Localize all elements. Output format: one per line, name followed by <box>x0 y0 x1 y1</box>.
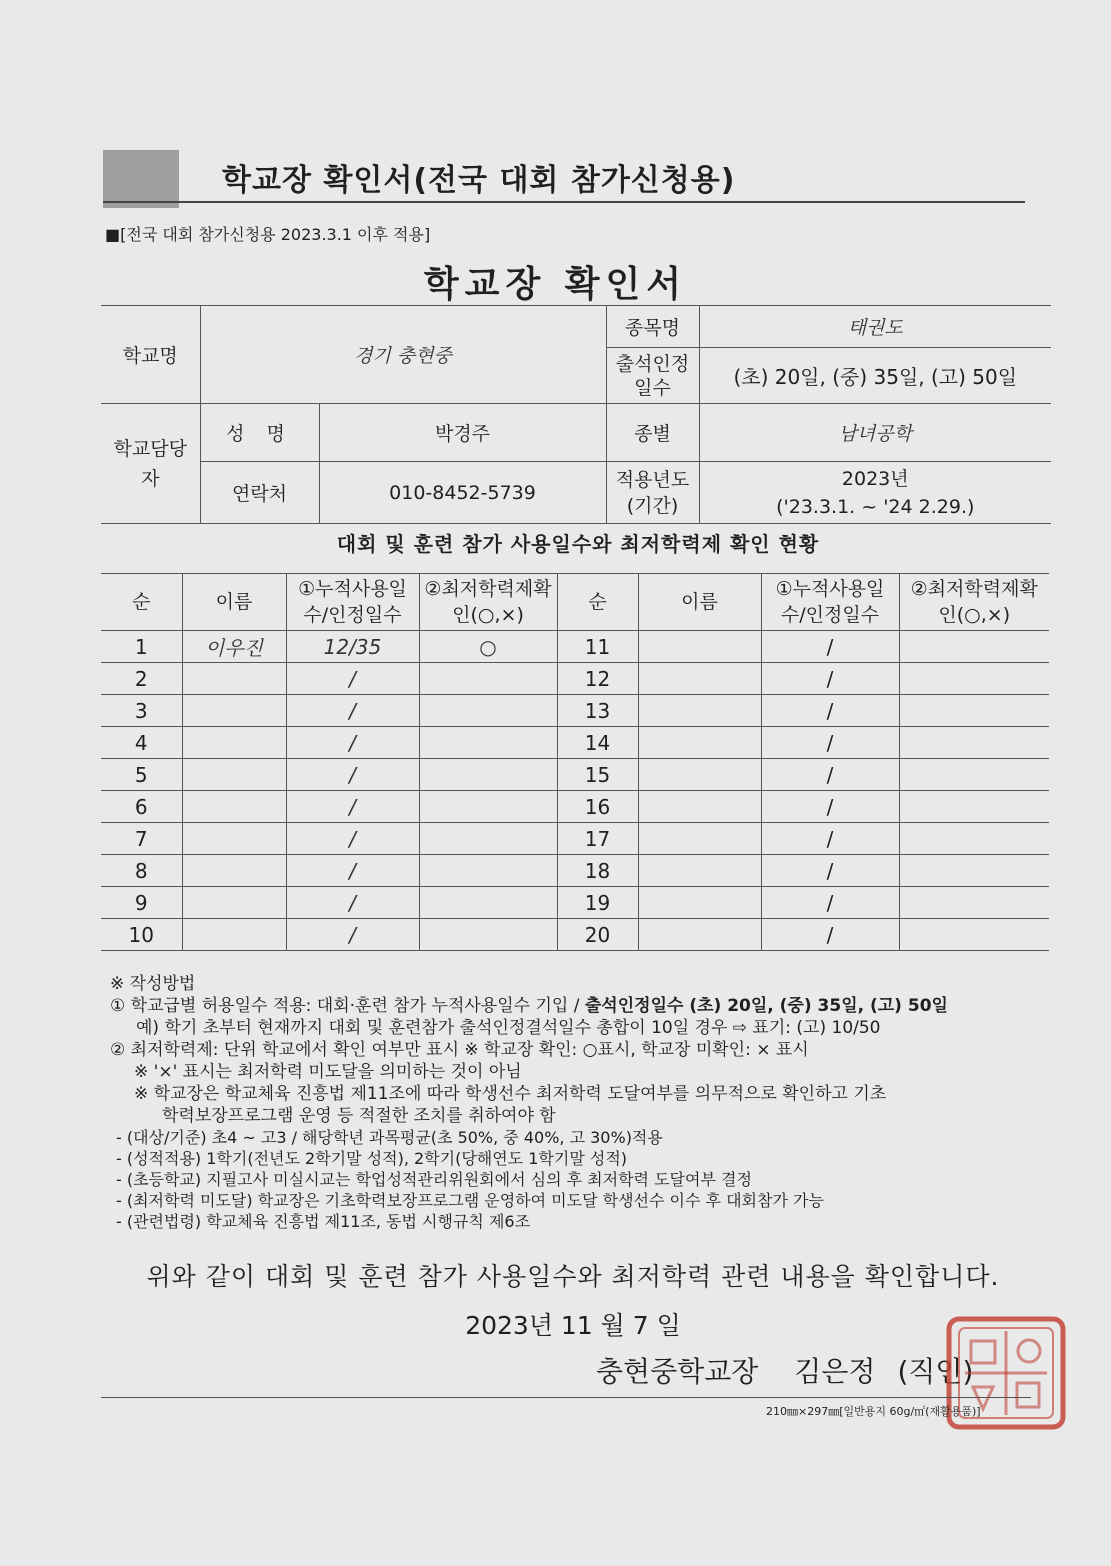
row-name-right <box>638 855 761 887</box>
attendance-days-label: 출석인정일수 <box>606 348 699 404</box>
method-note-2: ※ 학교장은 학교체육 진흥법 제11조에 따라 학생선수 최저학력 도달여부를 의무적으로 확인하고 기초 <box>134 1084 887 1104</box>
row-name <box>182 887 286 919</box>
row-no-right: 13 <box>557 695 638 727</box>
manager-name-label: 성 명 <box>200 404 319 462</box>
row-academic-check <box>419 919 557 951</box>
row-days-right: / <box>761 919 899 951</box>
row-no-right: 15 <box>557 759 638 791</box>
header-divider <box>103 201 1025 203</box>
method-item-1 <box>110 995 948 1017</box>
row-academic-check: ○ <box>419 631 557 663</box>
row-name <box>182 727 286 759</box>
row-name-right <box>638 631 761 663</box>
method-bullet: - (성적적용) 1학기(전년도 2학기말 성적), 2학기(당해연도 1학기말 성적) <box>116 1149 628 1168</box>
row-academic-check-right <box>899 663 1049 695</box>
table-row <box>101 855 1049 887</box>
col-header-academic-right: ②최저학력제확인(○,×) <box>899 574 1049 631</box>
seal-label: (직인) <box>897 1355 974 1388</box>
school-name-label: 학교명 <box>101 306 200 404</box>
row-name-right <box>638 727 761 759</box>
row-days-right: / <box>761 727 899 759</box>
row-academic-check <box>419 727 557 759</box>
attendance-days-value: (초) 20일, (중) 35일, (고) 50일 <box>699 348 1051 404</box>
row-academic-check-right <box>899 631 1049 663</box>
row-academic-check-right <box>899 823 1049 855</box>
sport-label: 종목명 <box>606 306 699 348</box>
document-title: 학교장 확인서 <box>423 264 688 305</box>
row-name <box>182 663 286 695</box>
row-academic-check <box>419 887 557 919</box>
row-academic-check <box>419 759 557 791</box>
row-no: 10 <box>101 919 182 951</box>
method-bullet: - (초등학교) 지필고사 미실시교는 학업성적관리위원회에서 심의 후 최저학력 도달여부 결정 <box>116 1170 752 1189</box>
row-no-right: 18 <box>557 855 638 887</box>
contact-value: 010-8452-5739 <box>319 462 606 524</box>
paper-spec-note: 210㎜×297㎜[일반용지 60g/㎡(재활용품)] <box>766 1405 981 1418</box>
row-name <box>182 855 286 887</box>
method-bullet: - (관련법령) 학교체육 진흥법 제11조, 동법 시행규칙 제6조 <box>116 1212 531 1231</box>
col-header-no-right: 순 <box>557 574 638 631</box>
applicability-note: ■[전국 대회 참가신청용 2023.3.1 이후 적용] <box>105 225 431 244</box>
row-name <box>182 759 286 791</box>
row-name-right <box>638 695 761 727</box>
row-name <box>182 823 286 855</box>
row-no-right: 16 <box>557 791 638 823</box>
row-days-right: / <box>761 759 899 791</box>
writing-method <box>110 973 948 1232</box>
row-days: / <box>286 727 419 759</box>
row-no: 8 <box>101 855 182 887</box>
row-academic-check-right <box>899 919 1049 951</box>
row-days: / <box>286 759 419 791</box>
col-header-name-right: 이름 <box>638 574 761 631</box>
row-name-right <box>638 919 761 951</box>
table-row <box>101 791 1049 823</box>
table-row <box>101 631 1049 663</box>
row-days: / <box>286 823 419 855</box>
manager-name-value: 박경주 <box>319 404 606 462</box>
method-item-1-bold: 출석인정일수 (초) 20일, (중) 35일, (고) 50일 <box>584 996 948 1016</box>
row-academic-check <box>419 823 557 855</box>
row-name: 이우진 <box>182 631 286 663</box>
row-days: / <box>286 791 419 823</box>
row-name-right <box>638 887 761 919</box>
col-header-days: ①누적사용일수/인정일수 <box>286 574 419 631</box>
row-name-right <box>638 823 761 855</box>
method-item-2: ② 최저학력제: 단위 학교에서 확인 여부만 표시 ※ 학교장 확인: ○표시, 학교장 미확인: × 표시 <box>110 1040 809 1060</box>
row-no-right: 17 <box>557 823 638 855</box>
col-header-days-right: ①누적사용일수/인정일수 <box>761 574 899 631</box>
row-name-right <box>638 663 761 695</box>
confirmation-date: 2023년 11 월 7 일 <box>465 1311 681 1340</box>
school-manager-label: 학교담당자 <box>101 404 200 524</box>
col-header-academic: ②최저학력제확인(○,×) <box>419 574 557 631</box>
row-no: 7 <box>101 823 182 855</box>
row-name <box>182 919 286 951</box>
row-academic-check-right <box>899 887 1049 919</box>
footer-divider <box>101 1397 1031 1398</box>
table-row <box>101 663 1049 695</box>
confirmation-statement: 위와 같이 대회 및 훈련 참가 사용일수와 최저학력 관련 내용을 확인합니다. <box>146 1262 1000 1291</box>
method-bullet: - (최저학력 미도달) 학교장은 기초학력보장프로그램 운영하여 미도달 학생선수 이수 후 대회참가 가능 <box>116 1191 824 1210</box>
col-header-no: 순 <box>101 574 182 631</box>
row-no-right: 11 <box>557 631 638 663</box>
row-days: / <box>286 919 419 951</box>
table-row <box>101 887 1049 919</box>
row-name-right <box>638 759 761 791</box>
row-days: 12/35 <box>286 631 419 663</box>
contact-label: 연락처 <box>200 462 319 524</box>
row-no-right: 19 <box>557 887 638 919</box>
col-header-name: 이름 <box>182 574 286 631</box>
row-academic-check-right <box>899 695 1049 727</box>
row-academic-check-right <box>899 855 1049 887</box>
row-days: / <box>286 695 419 727</box>
participation-rows <box>101 631 1049 951</box>
table-row <box>101 727 1049 759</box>
applicable-year-cell <box>699 462 1051 524</box>
school-name-value: 경기 충현중 <box>200 306 606 404</box>
method-item-1-example: 예) 학기 초부터 현재까지 대회 및 훈련참가 출석인정결석일수 총합이 10일 경우 ⇨ 표기: (고) 10/50 <box>136 1018 881 1038</box>
header-shade-box <box>103 150 179 208</box>
row-academic-check <box>419 695 557 727</box>
participation-section-title: 대회 및 훈련 참가 사용일수와 최저학력제 확인 현황 <box>336 532 820 556</box>
row-academic-check <box>419 791 557 823</box>
method-item-1-text: ① 학교급별 허용일수 적용: 대회·훈련 참가 누적사용일수 기입 / <box>110 996 585 1016</box>
table-row <box>101 695 1049 727</box>
row-days-right: / <box>761 823 899 855</box>
row-no-right: 12 <box>557 663 638 695</box>
method-bullets <box>110 1127 948 1232</box>
row-days-right: / <box>761 631 899 663</box>
signer-line <box>596 1350 973 1390</box>
row-days-right: / <box>761 663 899 695</box>
table-row <box>101 759 1049 791</box>
gender-type-value: 남녀공학 <box>699 404 1051 462</box>
row-academic-check <box>419 855 557 887</box>
row-days-right: / <box>761 887 899 919</box>
row-no-right: 20 <box>557 919 638 951</box>
sport-value: 태권도 <box>699 306 1051 348</box>
method-bullet: - (대상/기준) 초4 ~ 고3 / 해당학년 과목평균(초 50%, 중 40%, 고 30%)적용 <box>116 1128 663 1147</box>
row-no-right: 14 <box>557 727 638 759</box>
table-row <box>101 823 1049 855</box>
method-note-2b: 학력보장프로그램 운영 등 적절한 조치를 취하여야 함 <box>162 1106 556 1126</box>
method-note-1: ※ '×' 표시는 최저학력 미도달을 의미하는 것이 아님 <box>134 1062 522 1082</box>
header-title: 학교장 확인서(전국 대회 참가신청용) <box>222 163 736 198</box>
row-days-right: / <box>761 791 899 823</box>
row-days: / <box>286 663 419 695</box>
gender-type-label: 종별 <box>606 404 699 462</box>
row-academic-check-right <box>899 791 1049 823</box>
row-no: 2 <box>101 663 182 695</box>
row-days-right: / <box>761 855 899 887</box>
principal-name: 김은정 <box>794 1355 876 1388</box>
applicable-period: ('23.3.1. ~ '24 2.29.) <box>776 495 975 518</box>
row-academic-check-right <box>899 759 1049 791</box>
row-days: / <box>286 887 419 919</box>
row-no: 5 <box>101 759 182 791</box>
row-name <box>182 695 286 727</box>
row-no: 9 <box>101 887 182 919</box>
applicable-year-value: 2023년 <box>841 467 909 490</box>
table-row <box>101 919 1049 951</box>
row-name-right <box>638 791 761 823</box>
row-academic-check <box>419 663 557 695</box>
applicable-year-label: 적용년도(기간) <box>606 462 699 524</box>
method-heading: ※ 작성방법 <box>110 974 196 994</box>
row-days: / <box>286 855 419 887</box>
participation-table <box>101 573 1049 951</box>
row-no: 3 <box>101 695 182 727</box>
row-no: 6 <box>101 791 182 823</box>
row-no: 1 <box>101 631 182 663</box>
school-info-table <box>101 305 1051 524</box>
row-name <box>182 791 286 823</box>
signer-school: 충현중학교장 <box>596 1355 759 1388</box>
row-no: 4 <box>101 727 182 759</box>
row-days-right: / <box>761 695 899 727</box>
row-academic-check-right <box>899 727 1049 759</box>
